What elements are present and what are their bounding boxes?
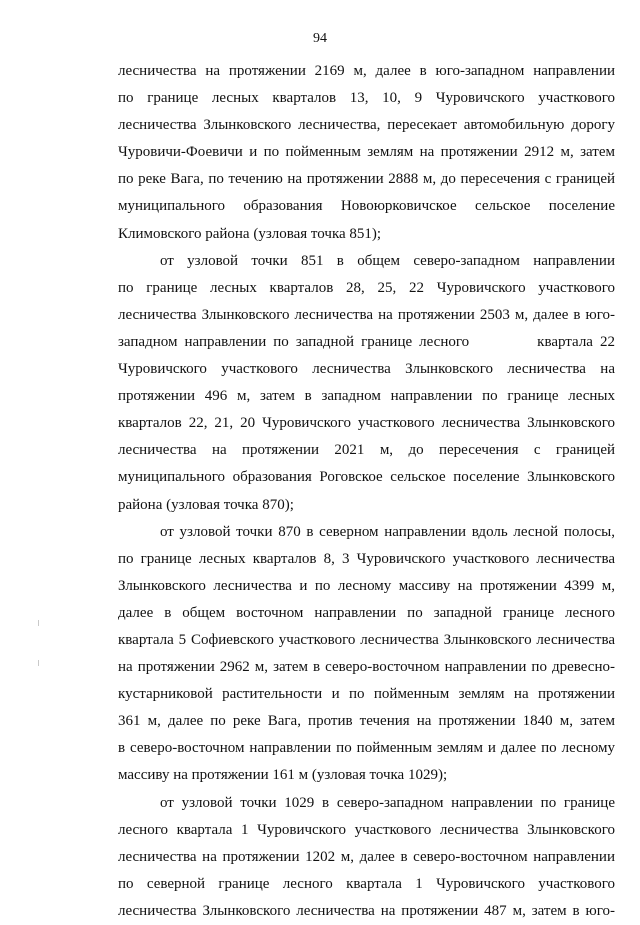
text-line: массиву на протяжении 161 м (узловая точка 1029); (118, 767, 448, 784)
text-line: 361 м, далее по реке Вага, против течения на протяжении 1840 м, затем (118, 713, 615, 730)
text-line: от узловой точки 1029 в северо-западном направлении по границе (160, 794, 615, 811)
text-line: по границе лесных кварталов 8, 3 Чуровичского участкового лесничества (118, 550, 615, 567)
scan-margin-mark (38, 660, 39, 666)
text-line: по границе лесных кварталов 13, 10, 9 Чуровичского участкового (118, 90, 615, 107)
document-body (118, 58, 615, 925)
text-line: Климовского района (узловая точка 851); (118, 225, 382, 242)
text-line: кустарниковой растительности и по пойменным землям на протяжении (118, 686, 615, 703)
text-line: лесничества Злынковского лесничества, пересекает автомобильную дорогу (118, 117, 615, 134)
text-line: от узловой точки 851 в общем северо-западном направлении (160, 252, 615, 269)
text-line: Злынковского лесничества и по лесному массиву на протяжении 4399 м, (118, 577, 615, 594)
text-line: района (узловая точка 870); (118, 496, 294, 513)
text-line: муниципального образования Роговское сельское поселение Злынковского (118, 469, 615, 486)
paragraph-3 (118, 519, 615, 790)
text-line: по границе лесных кварталов 28, 25, 22 Чуровичского участкового (118, 279, 615, 296)
paragraph-2 (118, 248, 615, 519)
text-line: Чуровичи-Фоевичи и по пойменным землям на протяжении 2912 м, затем (118, 144, 615, 161)
text-line: лесничества на протяжении 2169 м, далее в юго-западном направлении (118, 63, 615, 79)
text-line: лесничества Злынковского лесничества на протяжении 2503 м, далее в юго- (118, 306, 615, 323)
text-line-part: квартала 22 (537, 333, 615, 350)
text-line: по северной границе лесного квартала 1 Чуровичского участкового (118, 875, 615, 892)
text-line: лесничества на протяжении 1202 м, далее в северо-восточном направлении (118, 848, 615, 865)
text-line: кварталов 22, 21, 20 Чуровичского участкового лесничества Злынковского (118, 415, 615, 432)
text-line: далее в общем восточном направлении по западной границе лесного (118, 604, 615, 621)
text-line: на протяжении 2962 м, затем в северо-восточном направлении по древесно- (118, 659, 615, 676)
text-line: от узловой точки 870 в северном направлении вдоль лесной полосы, (160, 523, 615, 540)
paragraph-1 (118, 58, 615, 248)
text-line: лесничества на протяжении 2021 м, до пересечения с границей (118, 442, 615, 459)
text-line: лесничества Злынковского лесничества на протяжении 487 м, затем в юго- (118, 902, 615, 919)
text-line: лесного квартала 1 Чуровичского участкового лесничества Злынковского (118, 821, 615, 838)
text-line: по реке Вага, по течению на протяжении 2888 м, до пересечения с границей (118, 171, 615, 188)
text-line-part: западном направлении по западной границе лесного (118, 333, 470, 350)
text-line: протяжении 496 м, затем в западном направлении по границе лесных (118, 388, 615, 405)
scan-margin-mark (38, 620, 39, 626)
page-number: 94 (313, 31, 327, 46)
text-line-split (118, 329, 615, 356)
text-line: муниципального образования Новоюрковичское сельское поселение (118, 198, 615, 215)
text-line: Чуровичского участкового лесничества Злынковского лесничества на (118, 361, 615, 378)
text-line: квартала 5 Софиевского участкового лесничества Злынковского лесничества (118, 631, 615, 648)
text-line: в северо-восточном направлении по пойменным землям и далее по лесному (118, 740, 615, 757)
